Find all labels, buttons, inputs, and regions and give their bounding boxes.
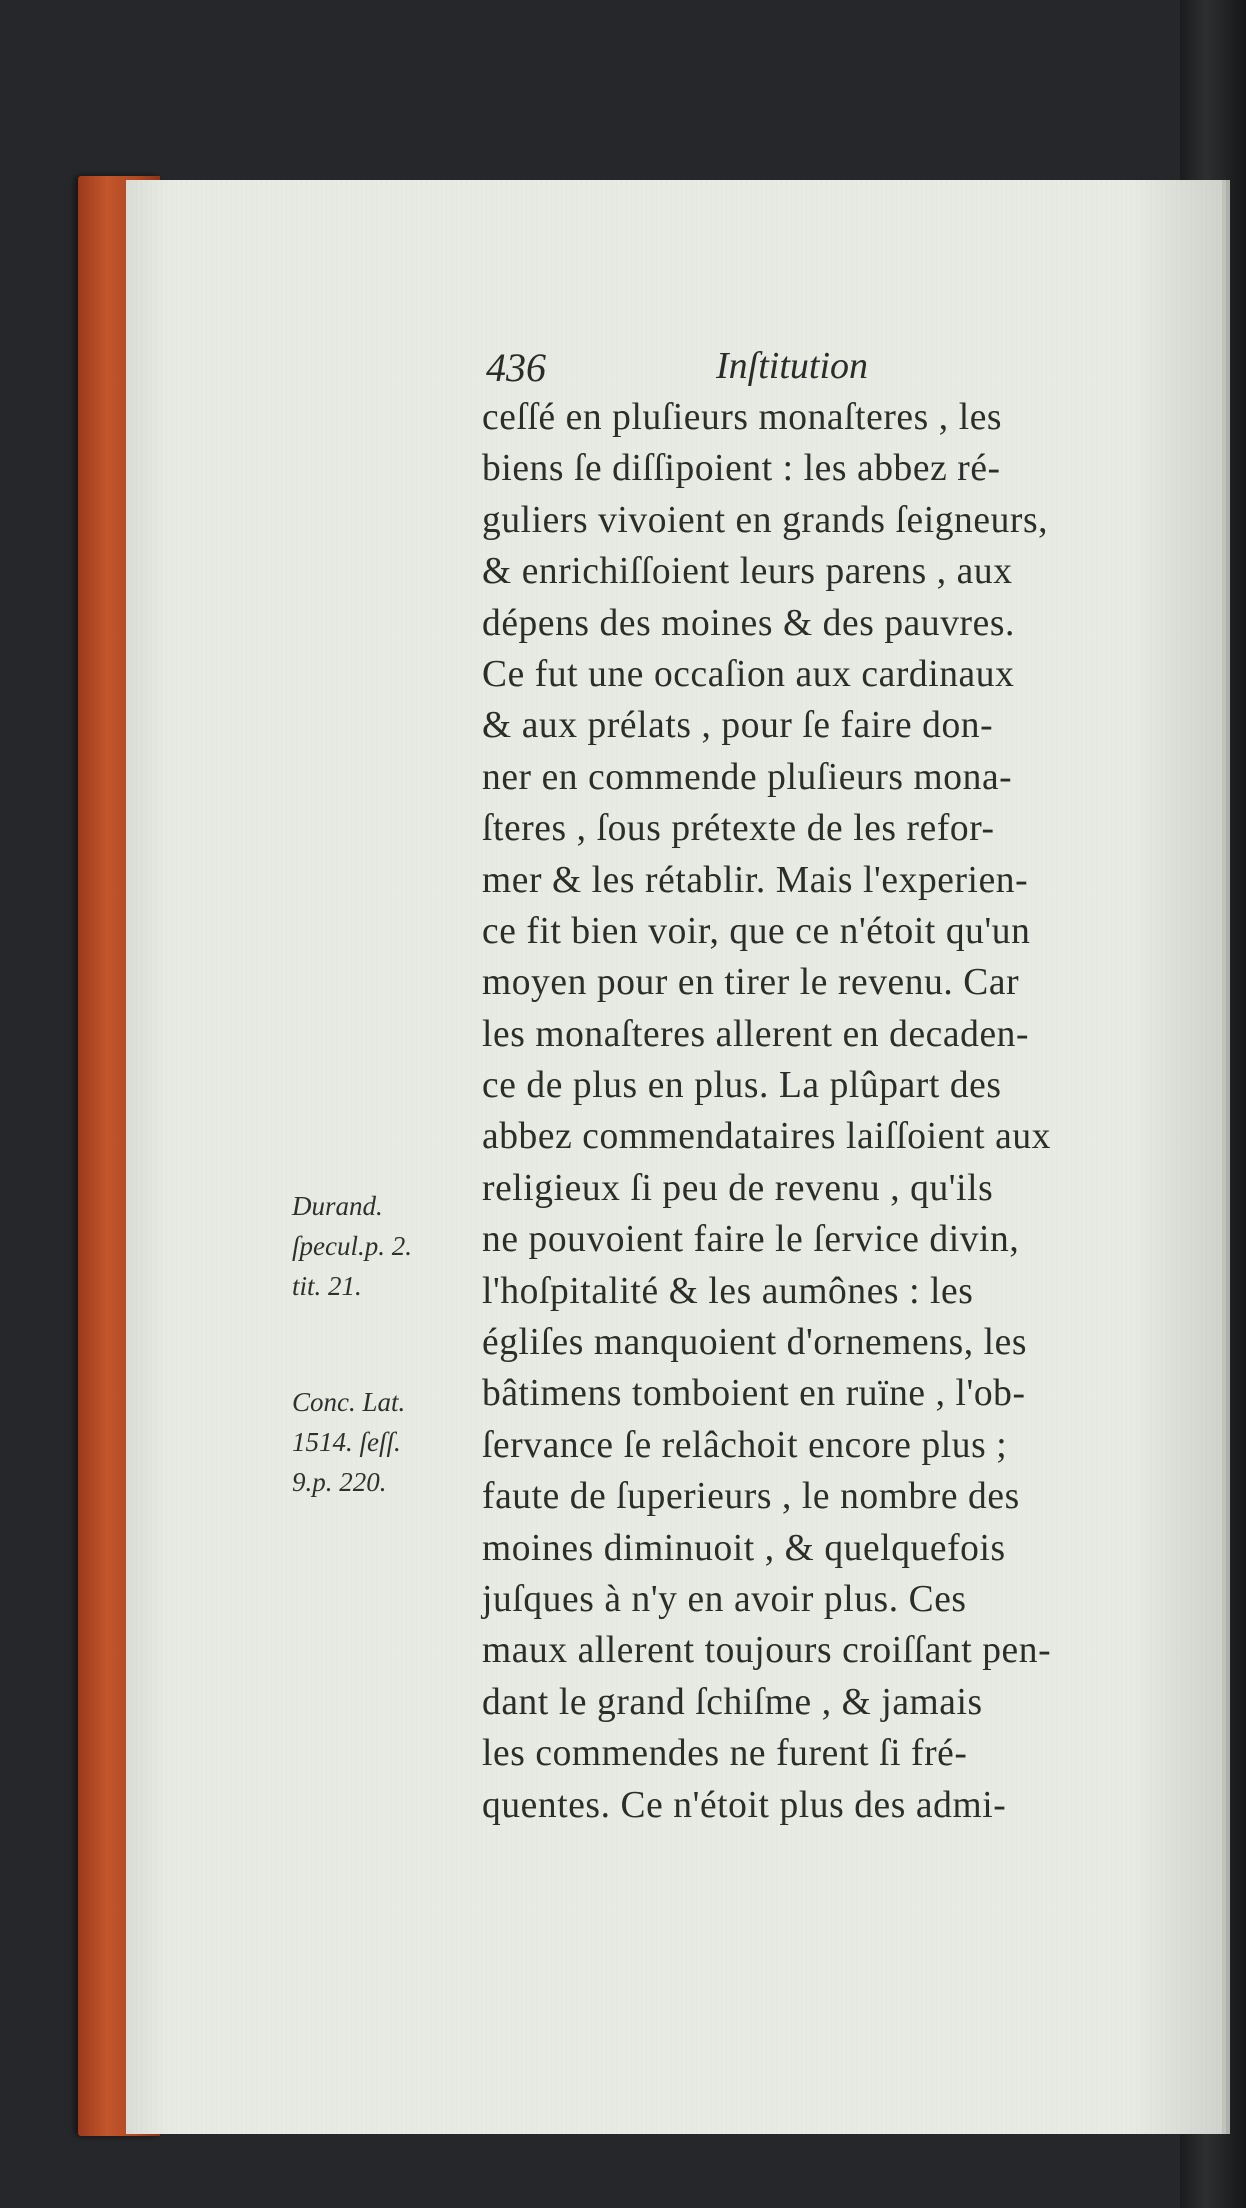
text-line: ner en commende pluſieurs mona-: [482, 755, 1013, 798]
text-line: égliſes manquoient d'ornemens, les: [482, 1321, 1028, 1364]
margin-note-line: Durand.: [292, 1191, 383, 1221]
text-line: guliers vivoient en grands ſeigneurs,: [482, 498, 1049, 541]
text-line: les monaſteres allerent en decaden-: [482, 1012, 1030, 1055]
text-line: biens ſe diſſipoient : les abbez ré-: [482, 447, 1001, 490]
text-line: dant le grand ſchiſme , & jamais: [482, 1680, 983, 1723]
margin-note-line: Conc. Lat.: [292, 1387, 406, 1417]
text-line: & aux prélats , pour ſe faire don-: [482, 704, 994, 747]
margin-note-line: 9.p. 220.: [292, 1467, 387, 1497]
text-line: moines diminuoit , & quelquefois: [482, 1526, 1006, 1569]
text-line: juſques à n'y en avoir plus. Ces: [482, 1577, 967, 1620]
text-line: ce fit bien voir, que ce n'étoit qu'un: [482, 909, 1031, 952]
text-line: Ce fut une occaſion aux cardinaux: [482, 652, 1015, 695]
margin-note-line: tit. 21.: [292, 1271, 362, 1301]
text-line: maux allerent toujours croiſſant pen-: [482, 1629, 1052, 1672]
text-line: & enrichiſſoient leurs parens , aux: [482, 550, 1013, 593]
text-line: quentes. Ce n'étoit plus des admi-: [482, 1783, 1007, 1826]
text-line: bâtimens tomboient en ruïne , l'ob-: [482, 1372, 1026, 1415]
text-line: faute de ſuperieurs , le nombre des: [482, 1475, 1020, 1518]
text-line: ceſſé en pluſieurs monaſteres , les: [482, 396, 1003, 438]
text-line: ne pouvoient faire le ſervice divin,: [482, 1218, 1020, 1261]
text-line: ſteres , ſous prétexte de les refor-: [482, 807, 995, 850]
text-line: religieux ſi peu de revenu , qu'ils: [482, 1166, 994, 1209]
text-line: ce de plus en plus. La plûpart des: [482, 1064, 1002, 1107]
text-line: mer & les rétablir. Mais l'experien-: [482, 858, 1029, 901]
text-line: l'hoſpitalité & les aumônes : les: [482, 1269, 974, 1312]
body-text: [482, 392, 1182, 1831]
text-line: ſervance ſe relâchoit encore plus ;: [482, 1423, 1008, 1466]
margin-note-durand: [292, 1186, 492, 1306]
text-line: les commendes ne furent ſi fré-: [482, 1732, 968, 1775]
text-line: moyen pour en tirer le revenu. Car: [482, 961, 1020, 1004]
text-line: abbez commendataires laiſſoient aux: [482, 1115, 1051, 1158]
margin-note-line: 1514. ſeſſ.: [292, 1427, 401, 1457]
margin-note-line: ſpecul.p. 2.: [292, 1231, 412, 1261]
margin-note-conc-lat: [292, 1382, 492, 1502]
running-title: Inſtitution: [716, 345, 868, 387]
page-number: 436: [486, 345, 546, 390]
text-line: dépens des moines & des pauvres.: [482, 601, 1015, 644]
